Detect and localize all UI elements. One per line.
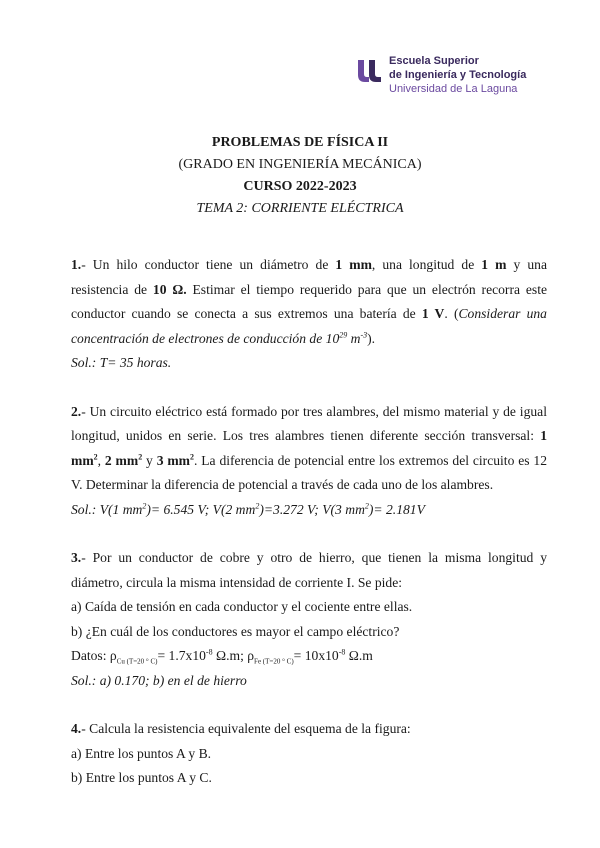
problem-3-solution: Sol.: a) 0.170; b) en el de hierro bbox=[71, 672, 247, 688]
ull-logo-icon bbox=[356, 58, 382, 82]
logo-line-3: Universidad de La Laguna bbox=[389, 83, 518, 95]
logo-text bbox=[389, 54, 526, 96]
problem-number: 4. bbox=[71, 721, 82, 736]
degree-name: (GRADO EN INGENIERÍA MECÁNICA) bbox=[178, 157, 422, 172]
problem-1-statement: 1.- Un hilo conductor tiene un diámetro de 1 mm, una longitud de 1 m y una resistencia de 10 Ω. Estimar el tiempo requerido para que un electrón recorra este conductor cuando se conecta a sus extremos una batería de 1 V. (Considerar una concentración de electrones de conducción de $10^{29}$ $m^{-3}$). bbox=[71, 257, 547, 346]
problem-number: 3. bbox=[71, 550, 82, 565]
logo-line-1: Escuela Superior bbox=[389, 55, 479, 67]
problem-3-statement: 3.- Por un conductor de cobre y otro de hierro, que tienen la misma longitud y diámetro, circula la misma intensidad de corriente I. Se pide: bbox=[71, 550, 547, 590]
document-header bbox=[0, 132, 600, 220]
problem-3-part-a: a) Caída de tensión en cada conductor y el cociente entre ellas. bbox=[71, 599, 413, 614]
problem-2-solution: Sol.: V(1 $mm^2)= 6.545$ V; V(2 $mm^2)=3.272$ V; V(3 $mm^2)= 2.181V$ bbox=[71, 500, 425, 517]
problem-3-part-b: b) ¿En cuál de los conductores es mayor el campo eléctrico? bbox=[71, 623, 400, 639]
document-title: PROBLEMAS DE FÍSICA II bbox=[211, 135, 389, 150]
problem-number: 1. bbox=[71, 257, 82, 272]
problem-number: 2. bbox=[71, 403, 82, 419]
school-logo bbox=[356, 54, 546, 100]
problem-3 bbox=[71, 546, 547, 693]
topic-title: TEMA 2: CORRIENTE ELÉCTRICA bbox=[196, 201, 404, 216]
problem-2-statement: 2.- Un circuito eléctrico está formado por tres alambres, del mismo material y de igual longitud, unidos en serie. Los tres alambres tienen diferente sección transversal: 1 $mm^2$, 2 $mm^2$ y 3 $mm^2$. La diferencia de potencial entre los extremos del circuito es 12 V. Determinar la diferencia de potencial a través de cada uno de los alambres. bbox=[71, 403, 547, 492]
problem-1 bbox=[71, 253, 547, 376]
problem-4-part-b: b) Entre los puntos A y C. bbox=[71, 770, 212, 785]
problems-list bbox=[71, 253, 547, 815]
problem-4 bbox=[71, 717, 547, 791]
problem-4-statement: 4.- Calcula la resistencia equivalente del esquema de la figura: bbox=[71, 721, 411, 736]
problem-1-solution: Sol.: T= 35 horas. bbox=[71, 355, 172, 370]
logo-line-2: de Ingeniería y Tecnología bbox=[389, 69, 527, 81]
problem-2 bbox=[71, 400, 547, 523]
problem-3-data: Datos: $\rho_{Cu (T=20 ^\circ C)}= 1.7x10^{-8}$ Ω.m; $\rho_{Fe (T=20 ^\circ C)}= 10x10^{-8}$ Ω.m bbox=[71, 647, 373, 666]
course-year: CURSO 2022-2023 bbox=[243, 179, 357, 194]
problem-4-part-a: a) Entre los puntos A y B. bbox=[71, 745, 212, 761]
